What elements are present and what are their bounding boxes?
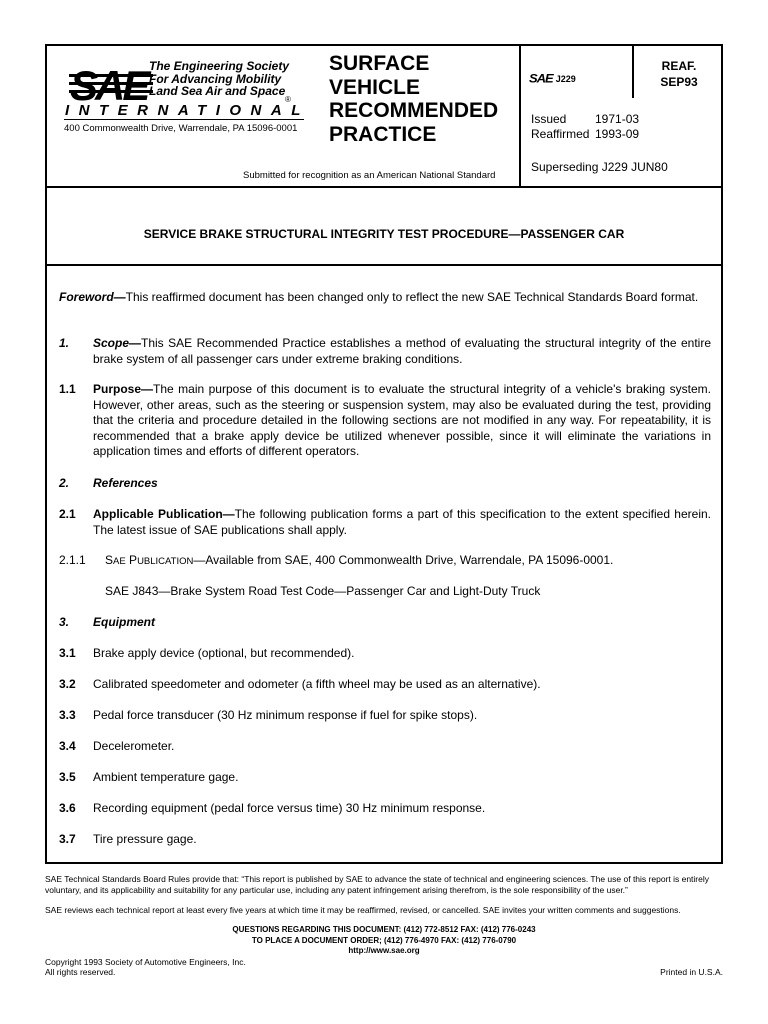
tagline: The Engineering Society For Advancing Mobility Land Sea Air and Space — [149, 59, 290, 98]
issue-dates — [531, 112, 639, 142]
reaffirmed-label: Reaffirmed — [531, 127, 590, 141]
list-item: 3.4 Decelerometer. — [59, 739, 175, 753]
address: 400 Commonwealth Drive, Warrendale, PA 15096-0001 — [64, 123, 298, 134]
registered-mark: ® — [285, 95, 291, 104]
document-number — [529, 71, 576, 86]
header-divider — [519, 46, 521, 188]
list-item: 3.5 Ambient temperature gage. — [59, 770, 239, 784]
doc-number: J229 — [555, 73, 576, 84]
section-1-1: 1.1 Purpose—The main purpose of this document is to evaluate the structural integrity of a vehicle's braking system. However, other areas, such as the steering or suspension system, may also be evaluated during the test, providing that the criteria and procedure detailed in the following sections are not modified in any way. For repeatability, it is recommended that a brake apply device be utilized whenever possible, since it will eliminate the variations in application times and efforts of different operators. — [59, 382, 711, 458]
header-row — [47, 46, 721, 188]
foreword: Foreword—This reaffirmed document has been changed only to reflect the new SAE Technical Standards Board format. — [59, 290, 699, 304]
order-line: TO PLACE A DOCUMENT ORDER; (412) 776-4970 FAX: (412) 776-0790 — [251, 935, 517, 945]
list-item: 3.2 Calibrated speedometer and odometer (a fifth wheel may be used as an alternative). — [59, 677, 541, 691]
international-label: INTERNATIONAL — [65, 102, 310, 119]
copyright: Copyright 1993 Society of Automotive Engineers, Inc. All rights reserved. — [45, 957, 246, 977]
section-1: 1. Scope—This SAE Recommended Practice establishes a method of evaluating the structural integrity of the entire brake system of all passenger cars under extreme braking conditions. — [59, 336, 711, 366]
printed-in: Printed in U.S.A. — [660, 967, 723, 977]
document-frame — [45, 44, 723, 864]
reaffirmed-value: 1993-09 — [595, 127, 640, 141]
questions-line: QUESTIONS REGARDING THIS DOCUMENT: (412) 772-8512 FAX: (412) 776-0243 — [232, 925, 536, 934]
section-2-1: 2.1 Applicable Publication—The following publication forms a part of this specification to the extent specified herein. The latest issue of SAE publications shall apply. — [59, 507, 711, 537]
mini-sae-logo: SAE — [529, 71, 553, 86]
section-3: 3. Equipment — [59, 615, 155, 629]
reaf-box: REAF. SEP93 — [660, 59, 698, 89]
issued-value: 1971-03 — [595, 112, 640, 126]
reaf-divider — [632, 46, 634, 98]
issued-label: Issued — [531, 112, 567, 126]
submitted-note: Submitted for recognition as an American National Standard — [243, 170, 496, 181]
section-2-1-1: 2.1.1 SAE PUBLICATION—Available from SAE, 400 Commonwealth Drive, Warrendale, PA 15096-0001. — [59, 553, 614, 567]
address-divider — [64, 119, 304, 120]
document-type: SURFACE VEHICLE RECOMMENDED PRACTICE — [329, 52, 499, 146]
website-link[interactable]: http://www.sae.org — [348, 946, 420, 955]
section-2: 2. References — [59, 476, 158, 490]
footer-notes — [45, 874, 723, 916]
board-rules: SAE Technical Standards Board Rules provide that: “This report is published by SAE to advance the state of technical and engineering sciences. The use of this report is entirely voluntary, and its applicability and suitability for any particular use, including any patent infringement arising therefrom, is the sole responsibility of the user.” — [45, 874, 710, 895]
review-note: SAE reviews each technical report at least every five years at which time it may be reaffirmed, revised, or cancelled. SAE invites your written comments and suggestions. — [45, 905, 681, 915]
svg-text:SAE: SAE — [70, 62, 148, 106]
list-item: 3.6 Recording equipment (pedal force versus time) 30 Hz minimum response. — [59, 801, 486, 815]
list-item: 3.7 Tire pressure gage. — [59, 832, 197, 846]
reference-j843: SAE J843—Brake System Road Test Code—Passenger Car and Light-Duty Truck — [105, 584, 541, 598]
superseding: Superseding J229 JUN80 — [531, 160, 668, 174]
document-title: SERVICE BRAKE STRUCTURAL INTEGRITY TEST PROCEDURE—PASSENGER CAR — [143, 227, 625, 241]
list-item: 3.3 Pedal force transducer (30 Hz minimum response if fuel for spike stops). — [59, 708, 478, 722]
contact-info — [45, 925, 723, 957]
list-item: 3.1 Brake apply device (optional, but recommended). — [59, 646, 355, 660]
sae-logo — [69, 60, 153, 106]
